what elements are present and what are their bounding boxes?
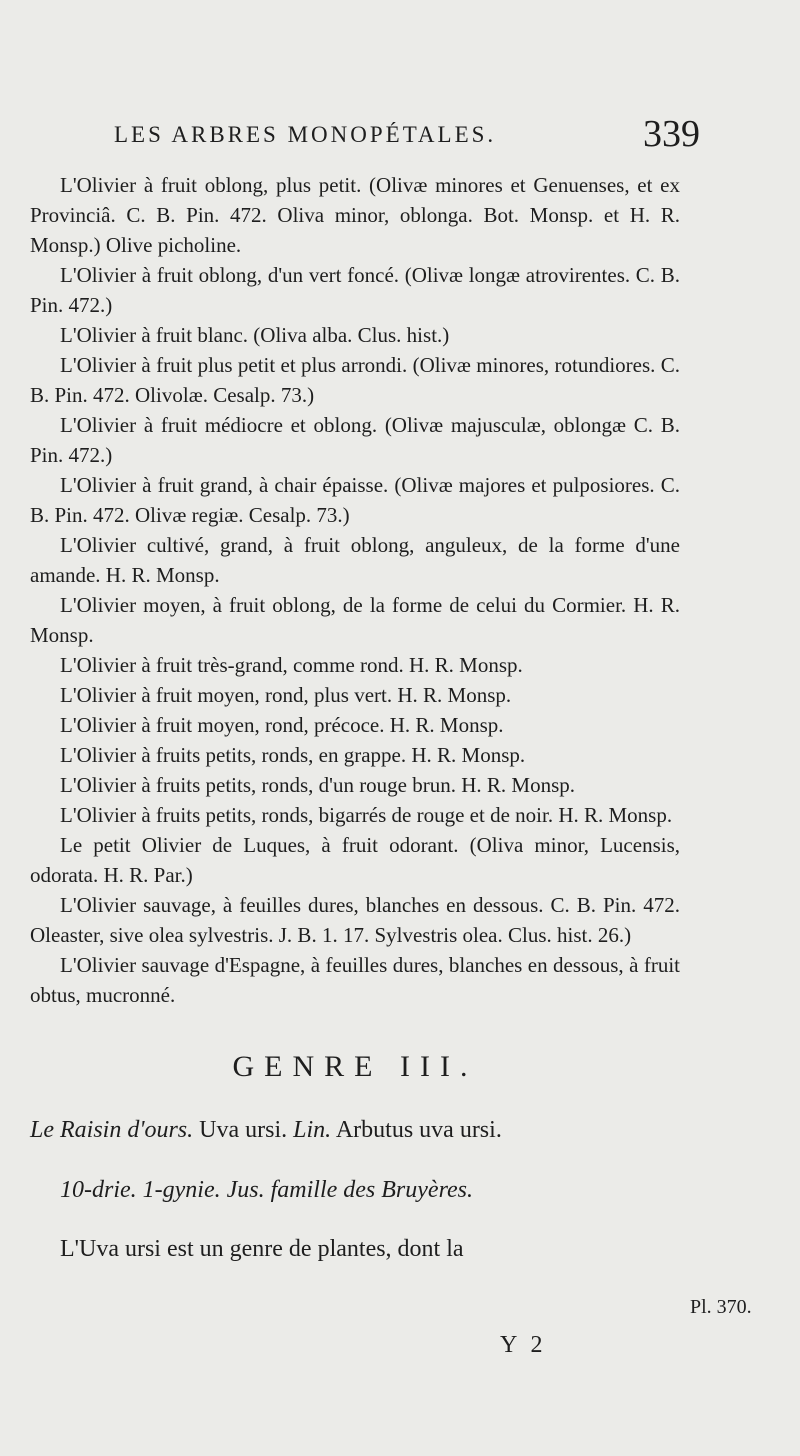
- genus-classification: 10-drie. 1-gynie. Jus. famille des Bruyères.: [60, 1177, 474, 1203]
- entry: L'Olivier à fruit oblong, d'un vert foncé. (Olivæ longæ atrovirentes. C. B. Pin. 472.): [30, 263, 680, 317]
- entry: Le petit Olivier de Luques, à fruit odorant. (Oliva minor, Lucensis, odorata. H. R. Par.): [30, 833, 680, 887]
- entry: L'Olivier à fruit grand, à chair épaisse. (Olivæ majores et pulposiores. C. B. Pin. 472. Olivæ regiæ. Cesalp. 73.): [30, 473, 680, 527]
- genus-title: [30, 1112, 680, 1148]
- page-body: [30, 170, 680, 1290]
- entry: L'Olivier à fruit oblong, plus petit. (Olivæ minores et Genuenses, et ex Provinciâ. C. B. Pin. 472. Oliva minor, oblonga. Bot. Monsp. et H. R. Monsp.) Olive picholine.: [30, 173, 680, 257]
- genus-species: Arbutus uva ursi.: [331, 1117, 502, 1143]
- genus-heading: GENRE III.: [232, 1050, 478, 1083]
- entry: L'Olivier moyen, à fruit oblong, de la forme de celui du Cormier. H. R. Monsp.: [30, 593, 680, 647]
- entry: L'Olivier sauvage, à feuilles dures, blanches en dessous. C. B. Pin. 472. Oleaster, sive olea sylvestris. J. B. 1. 17. Sylvestris olea. Clus. hist. 26.): [30, 893, 680, 947]
- genus-common-name: Le Raisin d'ours.: [30, 1117, 194, 1143]
- entry: L'Olivier à fruit plus petit et plus arrondi. (Olivæ minores, rotundiores. C. B. Pin. 472. Olivolæ. Cesalp. 73.): [30, 353, 680, 407]
- entry: L'Olivier à fruits petits, ronds, d'un rouge brun. H. R. Monsp.: [60, 773, 576, 797]
- page-header: [60, 113, 700, 158]
- plate-reference: Pl. 370.: [690, 1296, 752, 1318]
- entry: L'Olivier à fruit moyen, rond, plus vert. H. R. Monsp.: [60, 683, 512, 707]
- entry: L'Olivier à fruit médiocre et oblong. (Olivæ majusculæ, oblongæ C. B. Pin. 472.): [30, 413, 680, 467]
- entry: L'Olivier à fruit très-grand, comme rond. H. R. Monsp.: [60, 653, 523, 677]
- running-head: LES ARBRES MONOPÉTALES.: [114, 122, 497, 147]
- genus-authority: Lin.: [293, 1117, 332, 1143]
- entry: L'Olivier sauvage d'Espagne, à feuilles dures, blanches en dessous, à fruit obtus, mucronné.: [30, 953, 680, 1007]
- entry: L'Olivier à fruits petits, ronds, bigarrés de rouge et de noir. H. R. Monsp.: [60, 803, 673, 827]
- signature-mark: Y 2: [500, 1332, 547, 1358]
- genus-latin-name: Uva ursi.: [193, 1117, 294, 1143]
- entry: L'Olivier à fruit moyen, rond, précoce. H. R. Monsp.: [60, 713, 504, 737]
- page-number: 339: [643, 113, 700, 155]
- genus-description: L'Uva ursi est un genre de plantes, dont la: [60, 1236, 464, 1262]
- entry: L'Olivier à fruit blanc. (Oliva alba. Clus. hist.): [60, 323, 450, 347]
- entry: L'Olivier à fruits petits, ronds, en grappe. H. R. Monsp.: [60, 743, 526, 767]
- entry: L'Olivier cultivé, grand, à fruit oblong, anguleux, de la forme d'une amande. H. R. Monsp.: [30, 533, 680, 587]
